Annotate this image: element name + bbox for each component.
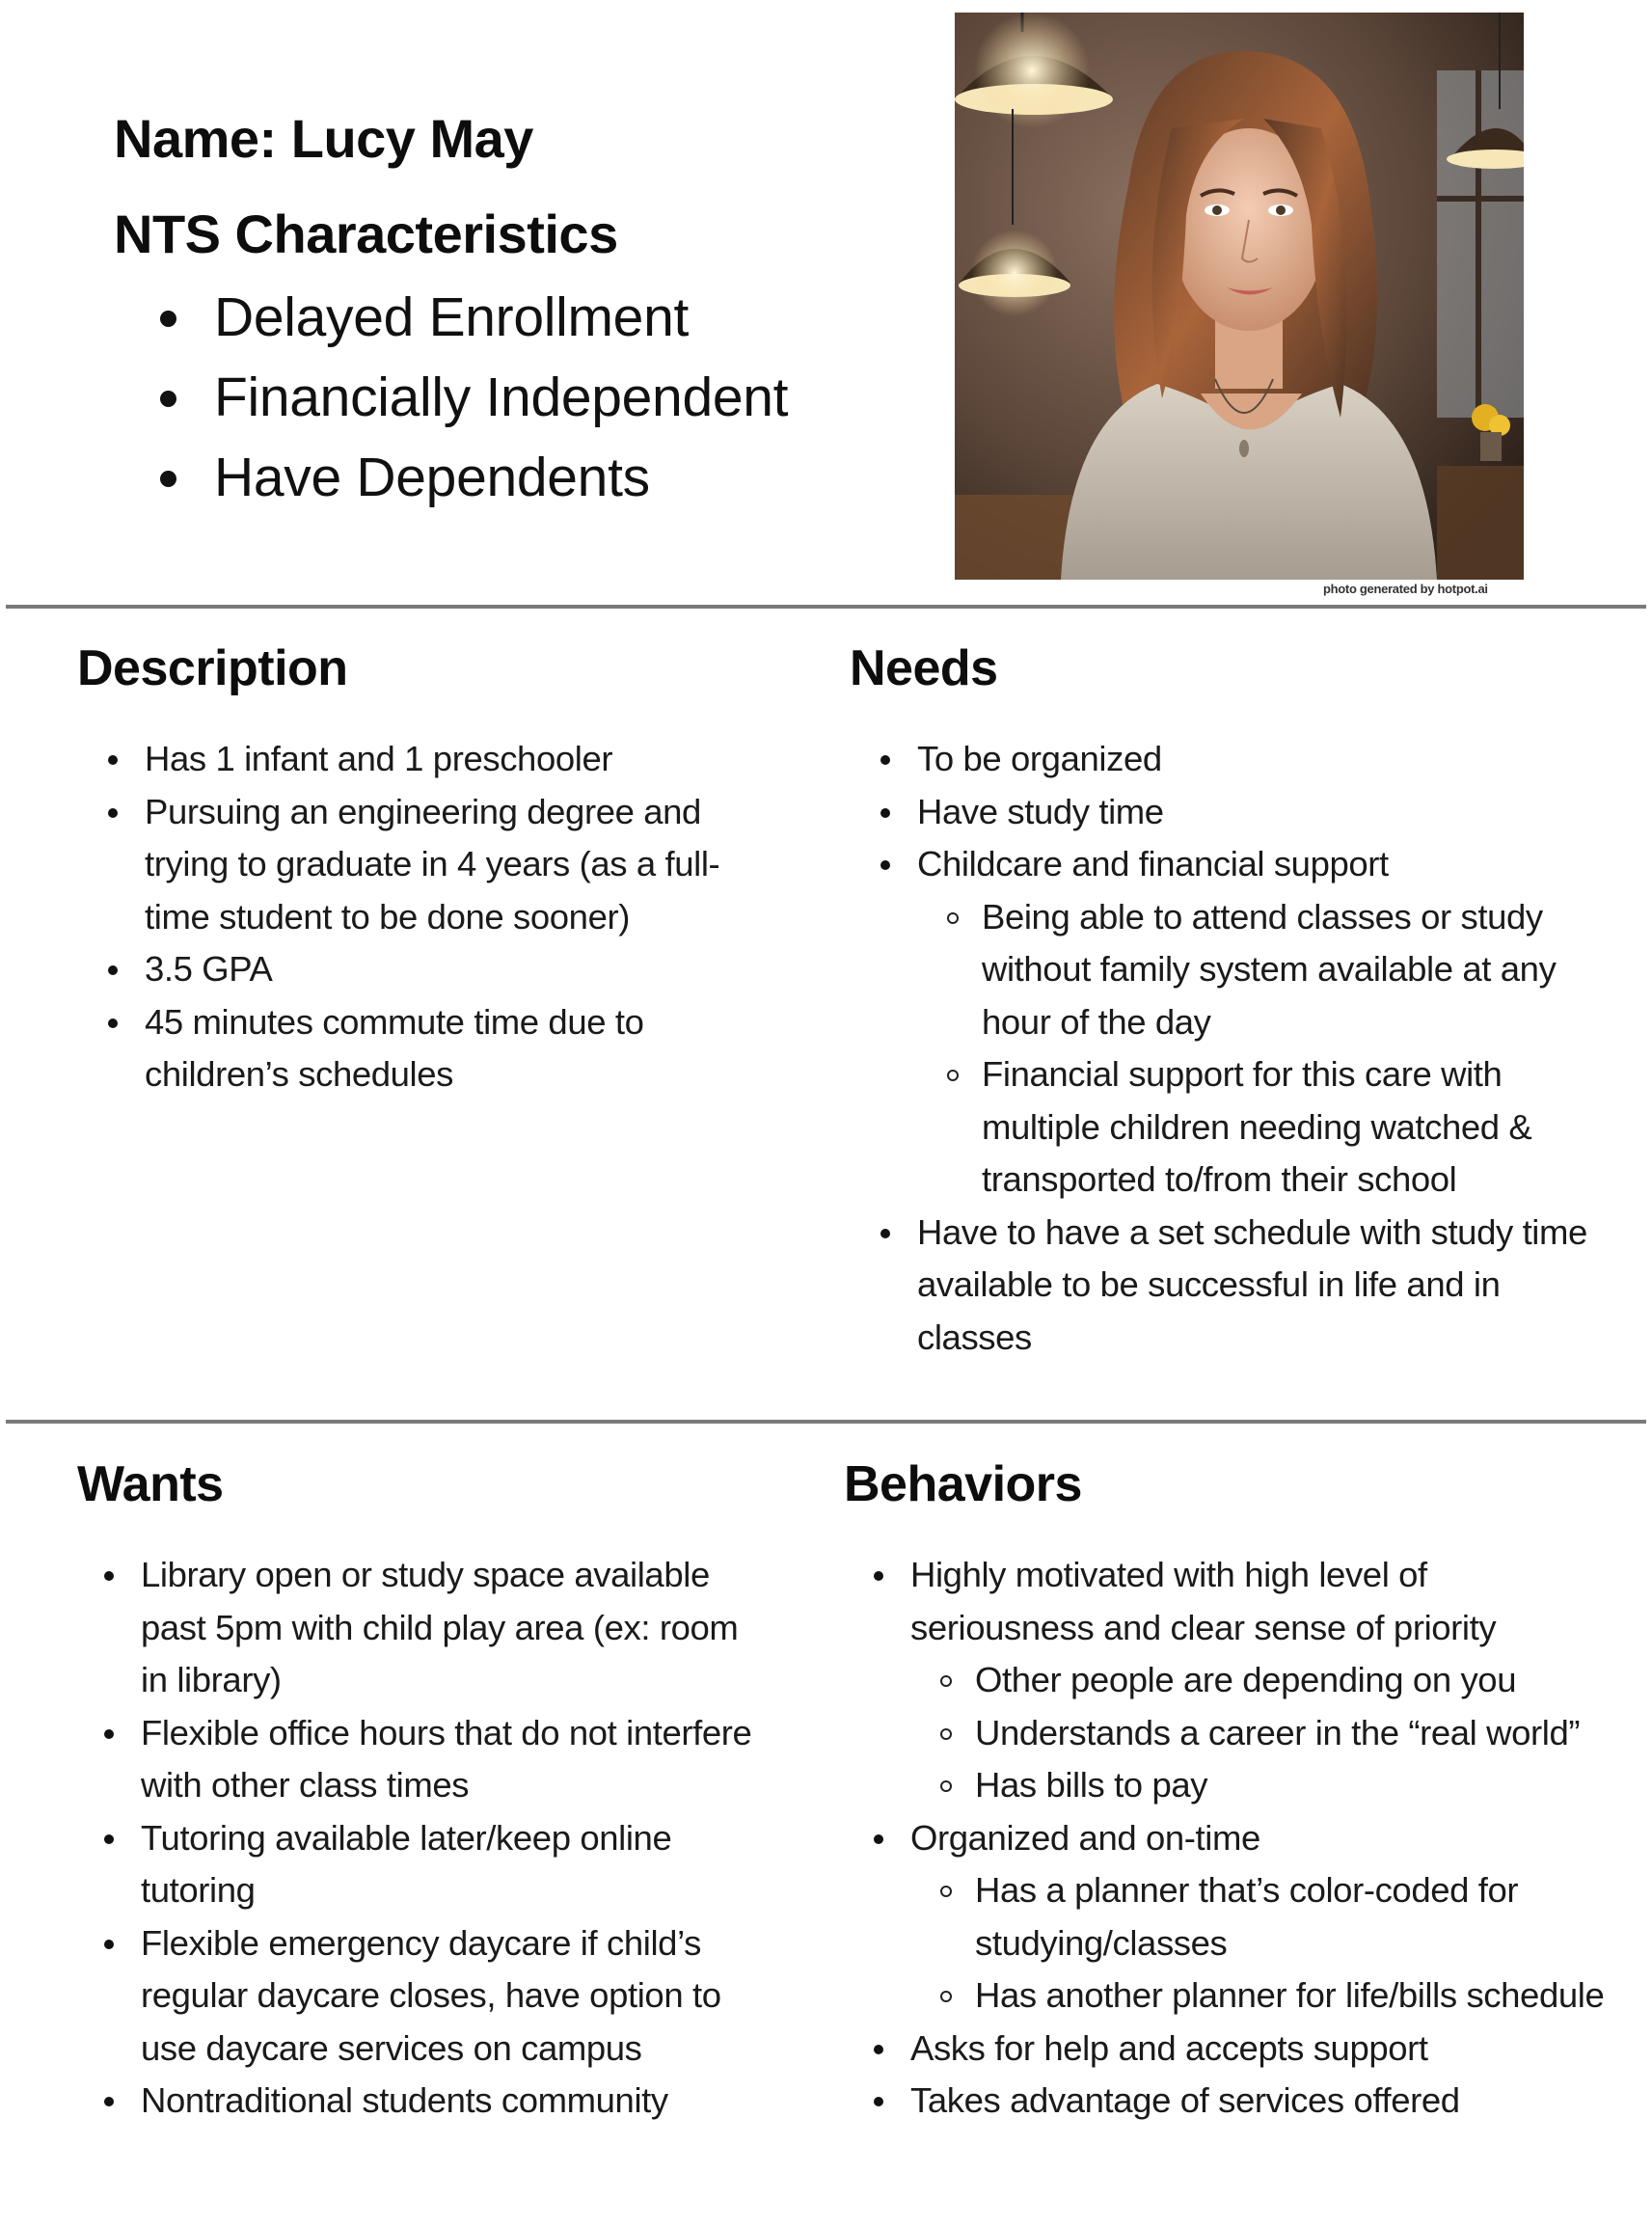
wants-item bbox=[104, 1917, 760, 2076]
behaviors-item-text: Organized and on-time bbox=[910, 1817, 1260, 1858]
hollow-bullet-icon bbox=[940, 1675, 952, 1687]
bullet-icon bbox=[104, 2097, 114, 2106]
wants-title: Wants bbox=[77, 1456, 224, 1512]
bullet-icon bbox=[104, 1571, 114, 1581]
behaviors-subitem-text: Has a planner that’s color-coded for studying/classes bbox=[975, 1870, 1519, 1963]
bullet-icon bbox=[104, 1729, 114, 1739]
wants-item-text: Nontraditional students community bbox=[141, 2080, 668, 2120]
bullet-icon bbox=[880, 1229, 890, 1238]
needs-item bbox=[880, 733, 1594, 786]
nts-characteristic-text: Financially Independent bbox=[214, 367, 789, 428]
needs-item bbox=[880, 838, 1594, 1207]
nts-characteristic-text: Delayed Enrollment bbox=[214, 286, 690, 348]
wants-item-text: Tutoring available later/keep online tutoring bbox=[141, 1817, 672, 1910]
nts-characteristic-item bbox=[0, 278, 788, 358]
section-divider bbox=[6, 605, 1646, 609]
behaviors-subitem bbox=[874, 1864, 1616, 1969]
behaviors-item-text: Takes advantage of services offered bbox=[910, 2080, 1460, 2120]
bullet-icon bbox=[160, 311, 176, 327]
wants-list bbox=[104, 1549, 760, 2128]
bullet-icon bbox=[108, 965, 118, 975]
needs-sublist bbox=[880, 891, 1594, 1207]
behaviors-title: Behaviors bbox=[844, 1456, 1082, 1512]
hollow-bullet-icon bbox=[940, 1728, 952, 1740]
hollow-bullet-icon bbox=[947, 1070, 959, 1081]
bullet-icon bbox=[880, 755, 890, 765]
wants-item-text: Flexible emergency daycare if child’s regular daycare closes, have option to use daycare services on campus bbox=[141, 1922, 721, 2068]
nts-characteristic-item bbox=[0, 438, 788, 518]
needs-item-text: Have study time bbox=[917, 791, 1164, 831]
needs-item-text: Childcare and financial support bbox=[917, 844, 1389, 883]
behaviors-item bbox=[874, 1549, 1616, 1812]
wants-item-text: Library open or study space available past 5pm with child play area (ex: room in library) bbox=[141, 1555, 739, 1699]
behaviors-subitem-text: Other people are depending on you bbox=[975, 1660, 1517, 1699]
needs-item-text: Have to have a set schedule with study time available to be successful in life and in classes bbox=[917, 1211, 1587, 1357]
hollow-bullet-icon bbox=[940, 1991, 952, 2002]
bullet-icon bbox=[104, 1834, 114, 1844]
description-item bbox=[108, 943, 725, 996]
bullet-icon bbox=[160, 391, 176, 407]
nts-characteristics-title: NTS Characteristics bbox=[114, 204, 618, 264]
behaviors-subitem bbox=[874, 1654, 1616, 1707]
description-title: Description bbox=[77, 640, 348, 696]
needs-subitem-text: Being able to attend classes or study without family system available at any hour of the day bbox=[982, 896, 1557, 1042]
behaviors-item-text: Highly motivated with high level of seriousness and clear sense of priority bbox=[910, 1555, 1497, 1647]
wants-item bbox=[104, 1707, 760, 1812]
hollow-bullet-icon bbox=[947, 912, 959, 924]
wants-item bbox=[104, 2075, 760, 2128]
needs-subitem bbox=[880, 1048, 1594, 1207]
description-item-text: Pursuing an engineering degree and trying to graduate in 4 years (as a full-time student to be done sooner) bbox=[145, 791, 720, 937]
persona-name: Name: Lucy May bbox=[114, 108, 533, 169]
bullet-icon bbox=[874, 1571, 883, 1581]
description-item bbox=[108, 733, 725, 786]
description-item bbox=[108, 786, 725, 944]
needs-list bbox=[880, 733, 1594, 1364]
hollow-bullet-icon bbox=[940, 1780, 952, 1792]
needs-subitem-text: Financial support for this care with multiple children needing watched & transported to/from their school bbox=[982, 1054, 1532, 1199]
bullet-icon bbox=[108, 755, 118, 765]
bullet-icon bbox=[160, 471, 176, 487]
behaviors-item-text: Asks for help and accepts support bbox=[910, 2027, 1428, 2068]
wants-item bbox=[104, 1812, 760, 1917]
bullet-icon bbox=[880, 808, 890, 818]
needs-item bbox=[880, 1207, 1594, 1365]
description-item-text: Has 1 infant and 1 preschooler bbox=[145, 739, 613, 778]
bullet-icon bbox=[880, 860, 890, 870]
section-divider bbox=[6, 1420, 1646, 1424]
description-list bbox=[108, 733, 725, 1101]
description-item bbox=[108, 996, 725, 1101]
nts-characteristic-item bbox=[0, 358, 788, 438]
behaviors-sublist bbox=[874, 1864, 1616, 2023]
nts-characteristic-text: Have Dependents bbox=[214, 447, 650, 508]
behaviors-subitem bbox=[874, 1707, 1616, 1760]
behaviors-subitem-text: Understands a career in the “real world” bbox=[975, 1712, 1581, 1752]
bullet-icon bbox=[108, 808, 118, 818]
description-item-text: 45 minutes commute time due to children’s schedules bbox=[145, 1001, 644, 1094]
wants-item-text: Flexible office hours that do not interfere with other class times bbox=[141, 1712, 752, 1805]
behaviors-subitem bbox=[874, 1759, 1616, 1812]
bullet-icon bbox=[104, 1940, 114, 1949]
behaviors-list bbox=[874, 1549, 1616, 2128]
behaviors-item bbox=[874, 2023, 1616, 2076]
behaviors-item bbox=[874, 1812, 1616, 2023]
behaviors-subitem bbox=[874, 1969, 1616, 2023]
behaviors-subitem-text: Has bills to pay bbox=[975, 1765, 1208, 1805]
bullet-icon bbox=[108, 1018, 118, 1028]
nts-characteristics-list bbox=[0, 278, 788, 518]
needs-title: Needs bbox=[850, 640, 998, 696]
hollow-bullet-icon bbox=[940, 1886, 952, 1897]
bullet-icon bbox=[874, 2097, 883, 2106]
needs-item bbox=[880, 786, 1594, 839]
description-item-text: 3.5 GPA bbox=[145, 949, 273, 989]
behaviors-item bbox=[874, 2075, 1616, 2128]
behaviors-subitem-text: Has another planner for life/bills schedule bbox=[975, 1975, 1605, 2015]
bullet-icon bbox=[874, 1834, 883, 1844]
persona-photo bbox=[955, 13, 1524, 580]
bullet-icon bbox=[874, 2045, 883, 2054]
behaviors-sublist bbox=[874, 1654, 1616, 1812]
photo-credit: photo generated by hotpot.ai bbox=[1323, 582, 1488, 596]
needs-subitem bbox=[880, 891, 1594, 1049]
needs-item-text: To be organized bbox=[917, 739, 1162, 778]
wants-item bbox=[104, 1549, 760, 1707]
